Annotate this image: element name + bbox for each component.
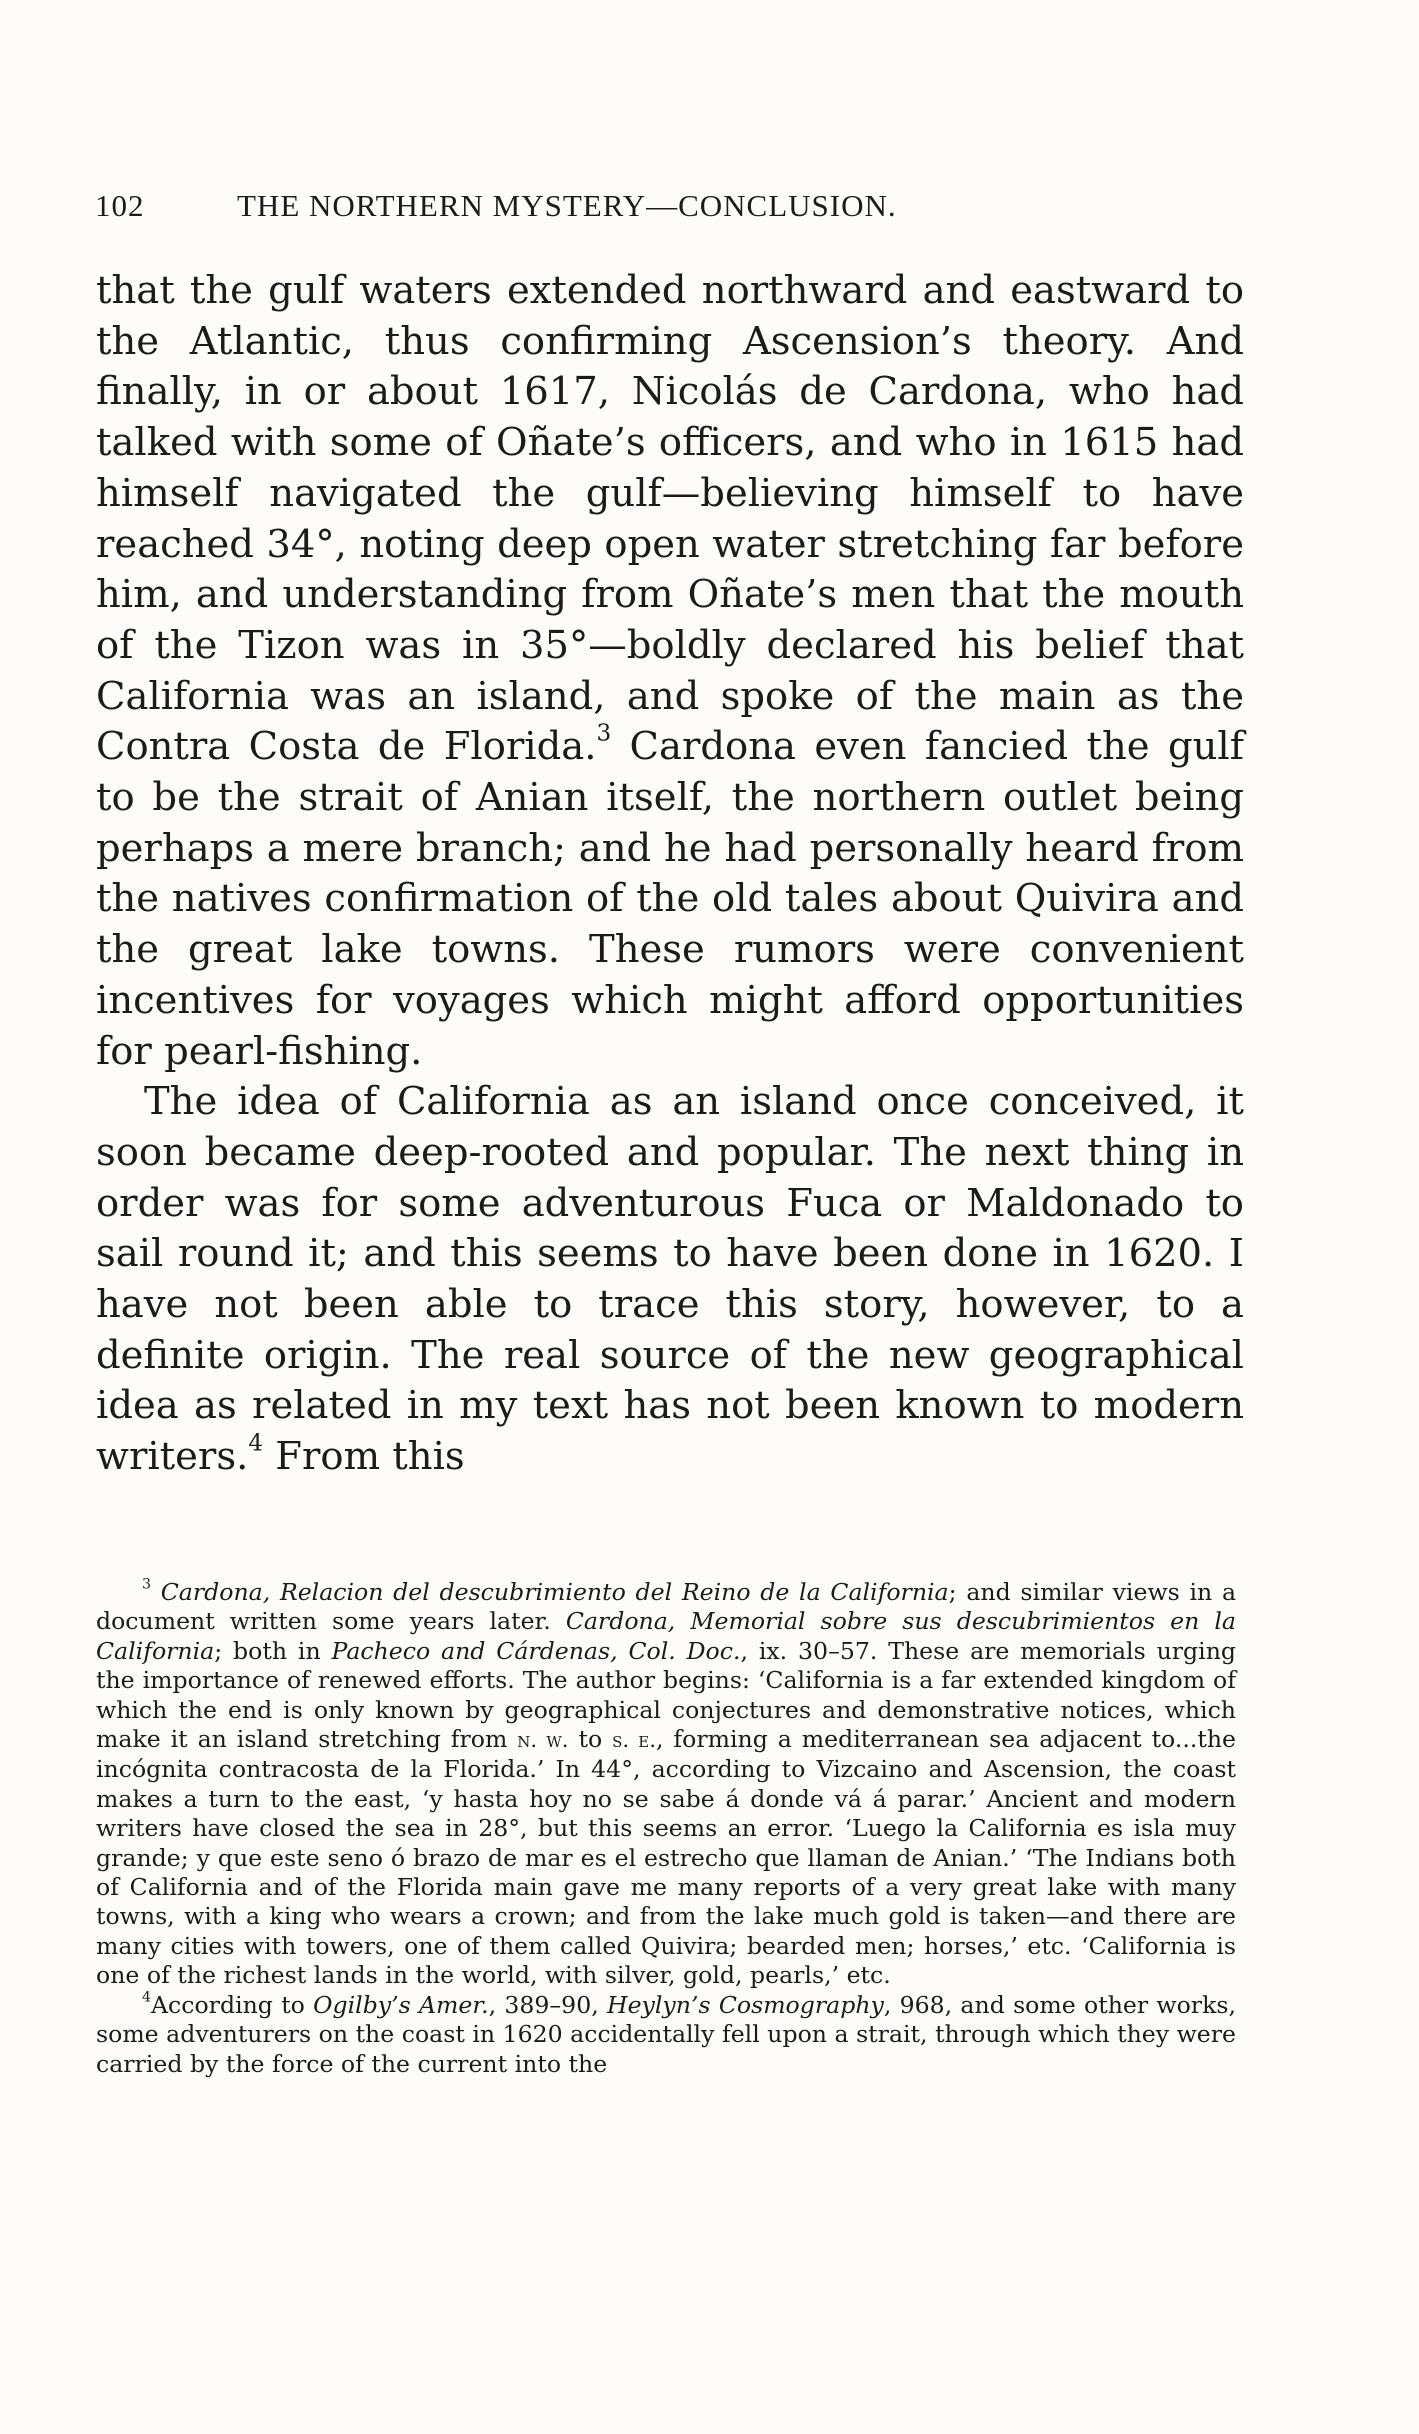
footnote-mark: 4 xyxy=(142,1989,152,2006)
main-text xyxy=(96,266,1244,1483)
body-paragraph xyxy=(96,1077,1244,1483)
footnote-text: , ix. 30–57. These are memorials urging the importance of renewed efforts. The author begins: ‘California is a far extended kingdom of which the end is only known by geographical conjectures and demonstrative notices, which make it an island stretching from xyxy=(96,1636,1236,1754)
footnote-mark: 3 xyxy=(142,1576,152,1593)
body-text: From this xyxy=(263,1434,465,1480)
body-text: Cardona even fancied the gulf to be the strait of Anian itself, the northern outlet being perhaps a mere branch; and he had personally heard from the natives confirmation of the old tales about Quivira and the great lake towns. These rumors were convenient incentives for voyages which might afford opportunities for pearl-fishing. xyxy=(96,724,1244,1074)
footnote-text: According to xyxy=(151,1990,314,2019)
citation: Ogilby’s Amer. xyxy=(313,1990,489,2019)
footnotes xyxy=(96,1578,1236,2079)
direction-abbr: n. w. xyxy=(517,1728,569,1754)
footnote-ref: 3 xyxy=(596,720,612,747)
footnote-text: ; both in xyxy=(214,1636,332,1665)
footnote-text: , 389–90, xyxy=(488,1990,607,2019)
running-title: THE NORTHERN MYSTERY—CONCLUSION. xyxy=(237,188,897,223)
footnote-text: , 968, and some other works, some adventurers on the coast in 1620 accidentally fell upon a strait, through which they were carried by the force of the current into the xyxy=(96,1990,1236,2078)
footnote-ref: 4 xyxy=(248,1430,264,1457)
citation: Heylyn’s Cosmography xyxy=(607,1990,884,2019)
footnote-text: to xyxy=(568,1725,613,1754)
citation: Pacheco and Cárdenas, Col. Doc. xyxy=(331,1636,741,1665)
footnote-4 xyxy=(96,1991,1236,2079)
footnote-3 xyxy=(96,1578,1236,1991)
page-number: 102 xyxy=(95,188,145,223)
footnote-text: ; and similar views in a document written some years later. xyxy=(96,1578,1237,1636)
citation: Cardona, Relacion del descubrimiento del Reino de la California xyxy=(160,1578,949,1606)
direction-abbr: s. e. xyxy=(612,1728,656,1754)
citation: Cardona, Memorial sobre sus descubrimientos en la California xyxy=(96,1607,1236,1665)
body-text: that the gulf waters extended northward and eastward to the Atlantic, thus confirming Ascension’s theory. And finally, in or about 1617, Nicolás de Cardona, who had talked with some of Oñate’s officers, and who in 1615 had himself navigated the gulf—believing himself to have reached 34°, noting deep open water stretching far before him, and understanding from Oñate’s men that the mouth of the Tizon was in 35°—boldly declared his belief that California was an island, and spoke of the main as the Contra Costa de Florida. xyxy=(96,268,1244,770)
footnote-text: , forming a mediterranean sea adjacent to...the incógnita contracosta de la Florida.’ In 44°, according to Vizcaino and Ascension, the coast makes a turn to the east, ‘y hasta hoy no se sabe á donde vá á parar.’ Ancient and modern writers have closed the sea in 28°, but this seems an error. ‘Luego la California es isla muy grande; y que este seno ó brazo de mar es el estrecho que llaman de Anian.’ ‘The Indians both of California and of the Florida main gave me many reports of a very great lake with many towns, with a king who wears a crown; and from the lake much gold is taken—and there are many cities with towers, one of them called Quivira; bearded men; horses,’ etc. ‘California is one of the richest lands in the world, with silver, gold, pearls,’ etc. xyxy=(96,1725,1236,1990)
body-paragraph xyxy=(96,266,1244,1077)
body-text: The idea of California as an island once conceived, it soon became deep-rooted and popular. The next thing in order was for some adventurous Fuca or Maldonado to sail round it; and this seems to have been done in 1620. I have not been able to trace this story, however, to a definite origin. The real source of the new geographical idea as related in my text has not been known to modern writers. xyxy=(96,1079,1244,1480)
